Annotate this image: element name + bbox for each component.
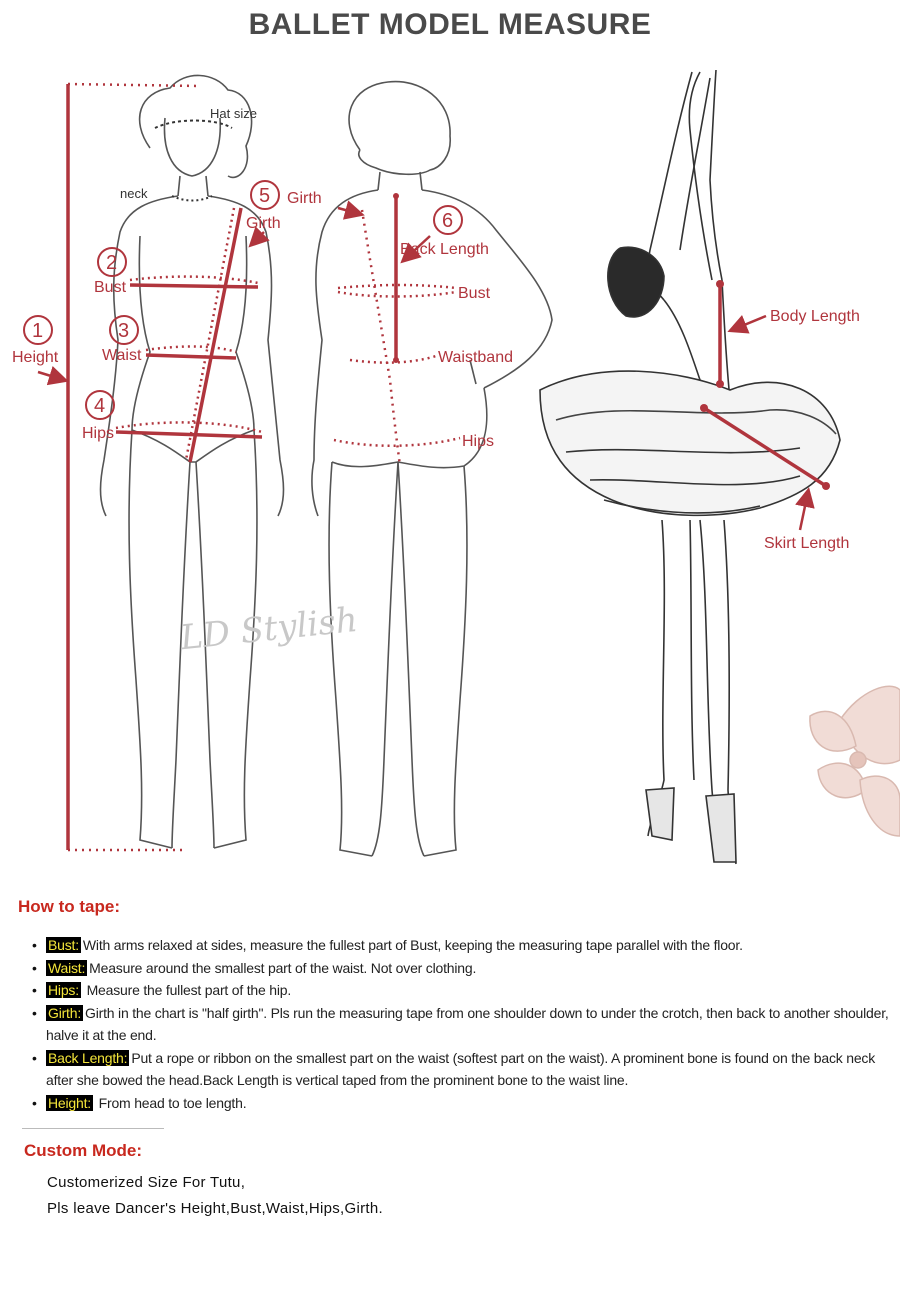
height-instruction: From head to toe length. [94, 1094, 247, 1111]
back-length-number: 6 [442, 210, 454, 232]
how-to-tape-heading: How to tape: [18, 897, 120, 916]
list-item [30, 1047, 898, 1092]
list-item [30, 1092, 898, 1115]
height-label: Height [12, 349, 59, 366]
custom-mode-text [47, 1170, 383, 1222]
height-number: 1 [32, 320, 44, 342]
waist-instruction: Measure around the smallest part of the waist. Not over clothing. [89, 959, 477, 976]
back-length-label: Back Length [400, 241, 489, 258]
list-item [30, 934, 898, 957]
back-length-instruction: Put a rope or ribbon on the smallest part on the waist (softest part on the waist). A prominent bone is found on the back neck after she bowed the head.Back Length is vertical taped from the prominent bone to the waist line. [46, 1049, 876, 1088]
height-tag: Height: [48, 1094, 91, 1111]
front-hips-label: Hips [82, 425, 115, 442]
front-bust-label: Bust [94, 279, 127, 296]
watermark: LD Stylish [178, 599, 360, 659]
measurement-diagram [0, 60, 900, 880]
back-figure-outline [312, 82, 552, 856]
list-item [30, 957, 898, 980]
front-labels [12, 106, 322, 442]
front-girth-label-2: Girth [246, 215, 281, 232]
hat-size-label: Hat size [210, 106, 257, 121]
girth-instruction: Girth in the chart is "half girth". Pls run the measuring tape from one shoulder down to under the crotch, then back to another shoulder, halve it at the end. [46, 1004, 889, 1043]
neck-label: neck [120, 186, 148, 201]
back-labels [400, 206, 513, 450]
waist-tag: Waist: [48, 959, 86, 976]
back-hips-label: Hips [462, 433, 495, 450]
bust-number: 2 [106, 252, 118, 274]
bust-instruction: With arms relaxed at sides, measure the fullest part of Bust, keeping the measuring tape parallel with the floor. [82, 937, 743, 953]
front-girth-label: Girth [287, 190, 322, 207]
front-measure-lines [38, 84, 264, 850]
section-divider [22, 1128, 164, 1129]
custom-mode-line-1: Customerized Size For Tutu, [47, 1174, 246, 1191]
hips-instruction: Measure the fullest part of the hip. [82, 982, 292, 998]
body-length-label: Body Length [770, 308, 860, 325]
back-length-tag: Back Length: [48, 1049, 128, 1066]
list-item [30, 979, 898, 1002]
skirt-length-label: Skirt Length [764, 535, 850, 552]
list-item [30, 1002, 898, 1047]
back-measure-lines [334, 193, 460, 466]
waistband-label: Waistband [438, 349, 513, 366]
flower-decoration-icon [810, 686, 900, 836]
how-to-tape-list [30, 934, 898, 1114]
girth-number: 5 [259, 185, 271, 207]
front-waist-label: Waist [102, 347, 142, 364]
girth-tag: Girth: [48, 1004, 82, 1021]
hips-tag: Hips: [48, 982, 79, 998]
custom-mode-line-2: Pls leave Dancer's Height,Bust,Waist,Hips,Girth. [47, 1200, 383, 1217]
waist-number: 3 [118, 320, 130, 342]
custom-mode-heading: Custom Mode: [24, 1141, 143, 1160]
bust-tag: Bust: [48, 937, 79, 953]
hips-number: 4 [94, 395, 106, 417]
back-bust-label: Bust [458, 285, 491, 302]
page-title: BALLET MODEL MEASURE [248, 8, 652, 41]
